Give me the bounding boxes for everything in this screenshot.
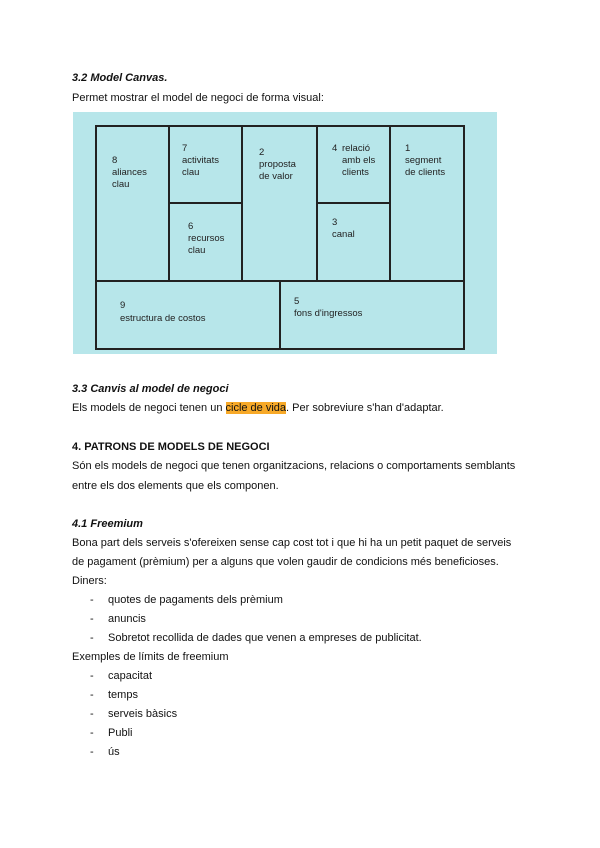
canvas-cell-number: 6 <box>188 221 194 232</box>
section-3-3-text-after: . Per sobreviure s'han d'adaptar. <box>286 402 444 414</box>
canvas-cell-label: segment de clients <box>405 155 446 178</box>
canvas-cell-number: 5 <box>294 296 300 307</box>
diners-label: Diners: <box>72 575 107 587</box>
bullet-dash: - <box>90 727 94 739</box>
canvas-cell-label: relació amb els clients <box>342 143 376 178</box>
bullet-dash: - <box>90 670 94 682</box>
section-4-title: 4. PATRONS DE MODELS DE NEGOCI <box>72 441 270 453</box>
limits-label: Exemples de límits de freemium <box>72 651 229 663</box>
canvas-cell-label: canal <box>332 229 355 240</box>
section-4-1-title: 4.1 Freemium <box>72 518 143 530</box>
list-item: Sobretot recollida de dades que venen a empreses de publicitat. <box>108 632 422 644</box>
list-item: anuncis <box>108 613 146 625</box>
canvas-cell-costos <box>95 280 281 350</box>
canvas-cell-label: proposta de valor <box>259 159 296 182</box>
list-item: capacitat <box>108 670 153 682</box>
canvas-cell-segment <box>389 125 465 282</box>
canvas-cell-number: 4 <box>332 143 338 154</box>
canvas-cell-number: 2 <box>259 147 265 158</box>
canvas-cell-label: estructura de costos <box>120 313 206 324</box>
bullet-dash: - <box>90 594 94 606</box>
bullet-dash: - <box>90 689 94 701</box>
section-3-2-intro: Permet mostrar el model de negoci de forma visual: <box>72 92 324 104</box>
list-item: ús <box>108 746 120 758</box>
canvas-cell-number: 8 <box>112 155 118 166</box>
bullet-dash: - <box>90 613 94 625</box>
bullet-dash: - <box>90 746 94 758</box>
business-model-canvas <box>73 112 497 354</box>
canvas-cell-number: 9 <box>120 300 126 311</box>
canvas-cell-activitats <box>168 125 243 204</box>
list-item: serveis bàsics <box>108 708 178 720</box>
canvas-cell-number: 1 <box>405 143 411 154</box>
list-item: temps <box>108 689 138 701</box>
canvas-cell-label: recursos clau <box>188 233 225 256</box>
section-3-3-text-before: Els models de negoci tenen un <box>72 402 226 414</box>
section-3-2-title: 3.2 Model Canvas. <box>72 72 168 84</box>
section-4-1-line: Bona part dels serveis s'ofereixen sense cap cost tot i que hi ha un petit paquet de serveis <box>72 537 512 549</box>
highlight-cicle-de-vida: cicle de vida <box>225 402 287 414</box>
list-item: quotes de pagaments dels prèmium <box>108 594 283 606</box>
bullet-dash: - <box>90 708 94 720</box>
section-3-3-title: 3.3 Canvis al model de negoci <box>72 383 229 395</box>
canvas-cell-label: aliances clau <box>112 167 147 190</box>
canvas-cell-label: fons d'ingressos <box>294 308 363 319</box>
section-4-line: entre els dos elements que els componen. <box>72 480 279 492</box>
canvas-cell-aliances <box>95 125 170 282</box>
section-3-3-text <box>72 402 444 414</box>
canvas-cell-canal <box>316 202 391 282</box>
canvas-cell-proposta <box>241 125 318 282</box>
section-4-1-line: de pagament (prèmium) per a alguns que volen gaudir de condicions més beneficioses. <box>72 556 499 568</box>
canvas-cell-relacio <box>316 125 391 204</box>
canvas-cell-number: 7 <box>182 143 188 154</box>
list-item: Publi <box>108 727 133 739</box>
canvas-cell-number: 3 <box>332 217 338 228</box>
section-4-line: Són els models de negoci que tenen organitzacions, relacions o comportaments semblants <box>72 460 516 472</box>
bullet-dash: - <box>90 632 94 644</box>
canvas-cell-ingressos <box>279 280 465 350</box>
canvas-cell-label: activitats clau <box>182 155 219 178</box>
canvas-cell-recursos <box>168 202 243 282</box>
